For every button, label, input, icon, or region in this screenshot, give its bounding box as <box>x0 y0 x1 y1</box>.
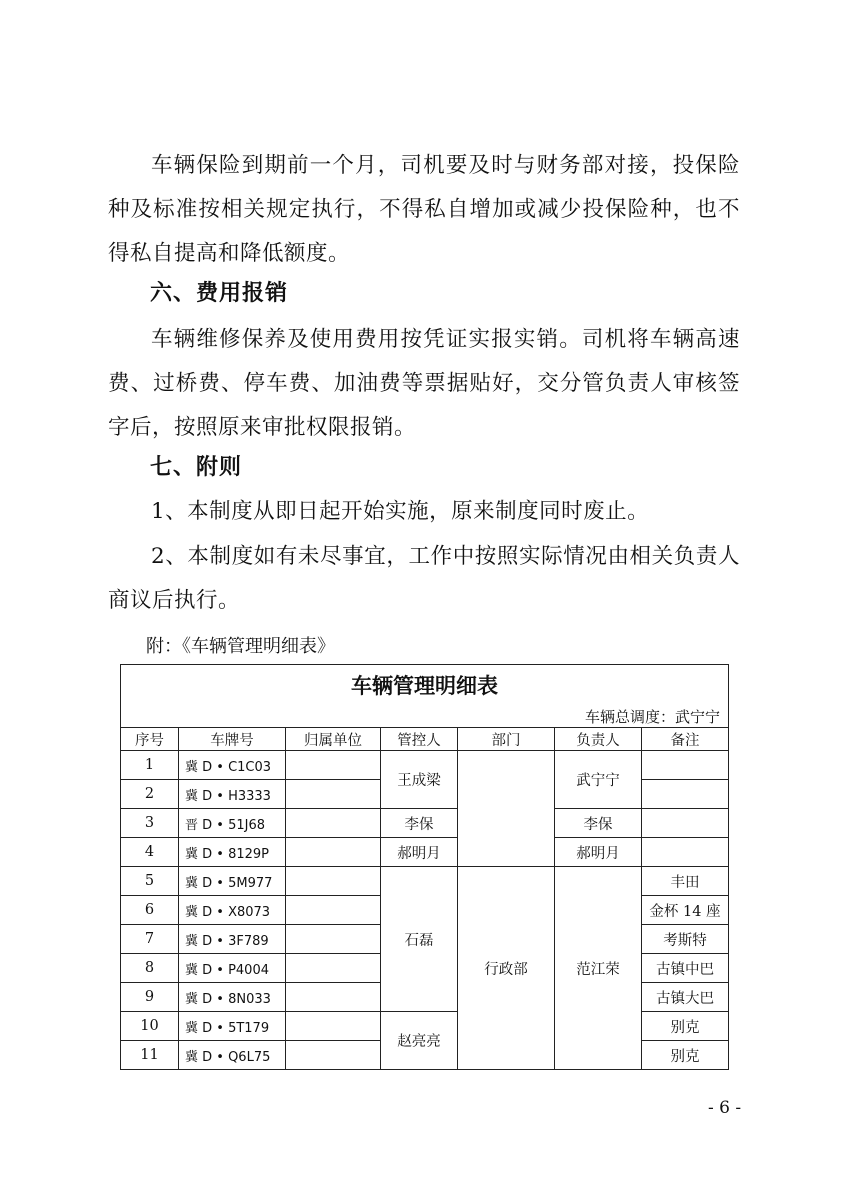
table-row <box>121 867 729 896</box>
responsible-cell: 李保 <box>555 809 642 838</box>
controller-cell: 石磊 <box>381 867 458 1012</box>
table-header-row <box>121 728 729 751</box>
plate-cell: 冀 D • 3F789 <box>179 925 286 954</box>
header-cell: 归属单位 <box>286 728 381 751</box>
unit-cell <box>286 1041 381 1070</box>
row-number: 2 <box>121 780 179 809</box>
header-cell: 负责人 <box>555 728 642 751</box>
table-row <box>121 838 729 867</box>
responsible-cell: 范江荣 <box>555 867 642 1070</box>
unit-cell <box>286 925 381 954</box>
note-cell: 古镇大巴 <box>642 983 729 1012</box>
note-cell: 古镇中巴 <box>642 954 729 983</box>
responsible-cell: 郝明月 <box>555 838 642 867</box>
controller-cell: 王成梁 <box>381 751 458 809</box>
table-title: 车辆管理明细表 <box>121 665 729 706</box>
row-number: 11 <box>121 1041 179 1070</box>
table-dispatcher: 车辆总调度：武宁宁 <box>121 705 729 728</box>
responsible-cell: 武宁宁 <box>555 751 642 809</box>
header-cell: 部门 <box>458 728 555 751</box>
unit-cell <box>286 954 381 983</box>
rule1-text: 1、本制度从即日起开始实施，原来制度同时废止。 <box>151 499 650 524</box>
row-number: 10 <box>121 1012 179 1041</box>
unit-cell <box>286 983 381 1012</box>
plate-cell: 冀 D • 8N033 <box>179 983 286 1012</box>
controller-cell: 李保 <box>381 809 458 838</box>
unit-cell <box>286 896 381 925</box>
unit-cell <box>286 751 381 780</box>
header-cell: 备注 <box>642 728 729 751</box>
note-cell <box>642 838 729 867</box>
row-number: 4 <box>121 838 179 867</box>
department-cell <box>458 751 555 867</box>
plate-cell: 冀 D • Q6L75 <box>179 1041 286 1070</box>
row-number: 9 <box>121 983 179 1012</box>
row-number: 3 <box>121 809 179 838</box>
rule1-paragraph <box>108 490 740 534</box>
note-cell <box>642 751 729 780</box>
department-cell: 行政部 <box>458 867 555 1070</box>
row-number: 7 <box>121 925 179 954</box>
note-cell <box>642 780 729 809</box>
controller-cell: 赵亮亮 <box>381 1012 458 1070</box>
vehicle-table <box>120 664 729 1070</box>
section-seven-heading: 七、附则 <box>150 455 243 480</box>
header-cell: 车牌号 <box>179 728 286 751</box>
plate-cell: 冀 D • X8073 <box>179 896 286 925</box>
attachment-note: 附：《车辆管理明细表》 <box>146 636 335 657</box>
unit-cell <box>286 838 381 867</box>
note-cell: 考斯特 <box>642 925 729 954</box>
table-row <box>121 809 729 838</box>
note-cell: 丰田 <box>642 867 729 896</box>
plate-cell: 冀 D • H3333 <box>179 780 286 809</box>
note-cell <box>642 809 729 838</box>
header-cell: 序号 <box>121 728 179 751</box>
controller-cell: 郝明月 <box>381 838 458 867</box>
unit-cell <box>286 867 381 896</box>
reimbursement-text: 车辆维修保养及使用费用按凭证实报实销。司机将车辆高速费、过桥费、停车费、加油费等票据贴好，交分管负责人审核签字后，按照原来审批权限报销。 <box>108 327 740 440</box>
row-number: 1 <box>121 751 179 780</box>
insurance-paragraph <box>108 144 740 276</box>
row-number: 8 <box>121 954 179 983</box>
plate-cell: 冀 D • 5T179 <box>179 1012 286 1041</box>
insurance-text: 车辆保险到期前一个月，司机要及时与财务部对接，投保险种及标准按相关规定执行，不得私自增加或减少投保险种，也不得私自提高和降低额度。 <box>108 153 740 266</box>
rule2-text: 2、本制度如有未尽事宜，工作中按照实际情况由相关负责人商议后执行。 <box>108 544 740 613</box>
unit-cell <box>286 1012 381 1041</box>
note-cell: 别克 <box>642 1012 729 1041</box>
note-cell: 别克 <box>642 1041 729 1070</box>
row-number: 6 <box>121 896 179 925</box>
page-number: - 6 - <box>708 1098 742 1118</box>
plate-cell: 冀 D • 5M977 <box>179 867 286 896</box>
table-row <box>121 751 729 780</box>
plate-cell: 冀 D • 8129P <box>179 838 286 867</box>
header-cell: 管控人 <box>381 728 458 751</box>
rule2-paragraph <box>108 535 740 623</box>
row-number: 5 <box>121 867 179 896</box>
plate-cell: 晋 D • 51J68 <box>179 809 286 838</box>
plate-cell: 冀 D • P4004 <box>179 954 286 983</box>
note-cell: 金杯 14 座 <box>642 896 729 925</box>
reimbursement-paragraph <box>108 318 740 450</box>
section-six-heading: 六、费用报销 <box>150 281 289 306</box>
unit-cell <box>286 780 381 809</box>
plate-cell: 冀 D • C1C03 <box>179 751 286 780</box>
unit-cell <box>286 809 381 838</box>
